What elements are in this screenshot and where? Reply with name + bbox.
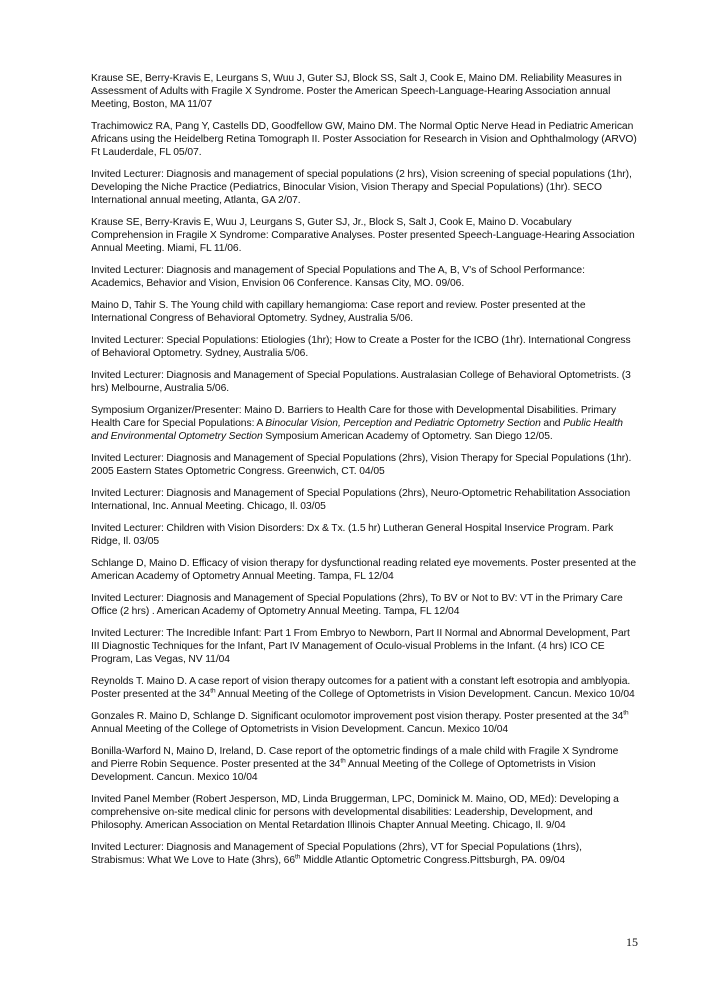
- entry-text: Invited Lecturer: Special Populations: Etiologies (1hr); How to Create a Poster for the ICBO (1hr). International Congress of Behavioral Optometry. Sydney, Australia 5/06.: [91, 335, 631, 359]
- presentation-entry: [91, 216, 637, 255]
- presentation-entry: [91, 592, 637, 618]
- presentation-entry: [91, 369, 637, 395]
- presentation-entry: [91, 793, 637, 832]
- entry-text: Invited Panel Member (Robert Jesperson, MD, Linda Bruggerman, LPC, Dominick M. Maino, OD, MEd): Developing a comprehensive on-site medical clinic for persons with developmental disabilities: Leadership, Development, and Philosophy. American Association on Mental Retardation Illinois Chapter Annual Meeting. Chicago, Il. 9/04: [91, 794, 619, 831]
- presentation-entry: [91, 264, 637, 290]
- presentation-entry: [91, 675, 637, 701]
- presentation-entry: [91, 745, 637, 784]
- entry-text: Trachimowicz RA, Pang Y, Castells DD, Goodfellow GW, Maino DM. The Normal Optic Nerve Head in Pediatric American Africans using the Heidelberg Retina Tomograph II. Poster Association for Research in Vision and Ophthalmology (ARVO) Ft Lauderdale, FL 05/07.: [91, 121, 637, 158]
- entry-italic-text: Public Health and Environmental Optometry Section: [91, 418, 623, 442]
- presentation-entry: [91, 120, 637, 159]
- entry-text: Schlange D, Maino D. Efficacy of vision therapy for dysfunctional reading related eye movements. Poster presented at the American Academy of Optometry Annual Meeting. Tampa, FL 12/04: [91, 558, 637, 582]
- presentation-entry: [91, 557, 637, 583]
- entry-text: Invited Lecturer: Diagnosis and Management of Special Populations (2hrs), To BV or Not to BV: VT in the Primary Care Office (2 hrs) . American Academy of Optometry Annual Meeting. Tampa, FL 12/04: [91, 593, 623, 617]
- presentation-entry: [91, 710, 637, 736]
- presentation-entry: [91, 334, 637, 360]
- entry-text: Middle Atlantic Optometric Congress.Pittsburgh, PA. 09/04: [300, 855, 566, 866]
- presentation-entry: [91, 627, 637, 666]
- entry-text: Krause SE, Berry-Kravis E, Wuu J, Leurgans S, Guter SJ, Jr., Block S, Salt J, Cook E, Maino D. Vocabulary Comprehension in Fragile X Syndrome: Comparative Analyses. Poster presented Speech-Language-Hearing Association Annual Meeting. Miami, FL 11/06.: [91, 217, 635, 254]
- entry-text: and: [540, 418, 564, 429]
- entry-text: Gonzales R. Maino D, Schlange D. Significant oculomotor improvement post vision therapy. Poster presented at the 34: [91, 711, 624, 722]
- entry-italic-text: Binocular Vision, Perception and Pediatric Optometry Section: [265, 418, 541, 429]
- presentation-entry: [91, 487, 637, 513]
- page-number: 15: [626, 935, 638, 949]
- presentation-entry: [91, 452, 637, 478]
- entry-superscript: th: [295, 853, 301, 861]
- entry-text: Invited Lecturer: Diagnosis and management of Special Populations and The A, B, V’s of School Performance: Academics, Behavior and Vision, Envision 06 Conference. Kansas City, MO. 09/06.: [91, 265, 585, 289]
- presentation-entry: [91, 522, 637, 548]
- entry-superscript: th: [340, 757, 346, 765]
- entry-superscript: th: [210, 687, 216, 695]
- presentation-entry: [91, 299, 637, 325]
- presentation-entry: [91, 841, 637, 867]
- entry-text: Invited Lecturer: Diagnosis and Management of Special Populations. Australasian College of Behavioral Optometrists. (3 hrs) Melbourne, Australia 5/06.: [91, 370, 631, 394]
- entry-text: Invited Lecturer: Diagnosis and Management of Special Populations (2hrs), VT for Special Populations (1hrs), Strabismus: What We Love to Hate (3hrs), 66: [91, 842, 582, 866]
- entry-text: Maino D, Tahir S. The Young child with capillary hemangioma: Case report and review. Poster presented at the International Congress of Behavioral Optometry. Sydney, Australia 5/06.: [91, 300, 586, 324]
- presentation-entry: [91, 72, 637, 111]
- entry-text: Invited Lecturer: Diagnosis and Management of Special Populations (2hrs), Vision Therapy for Special Populations (1hr). 2005 Eastern States Optometric Congress. Greenwich, CT. 04/05: [91, 453, 632, 477]
- presentation-entry: [91, 168, 637, 207]
- entry-text: Annual Meeting of the College of Optometrists in Vision Development. Cancun. Mexico 10/04: [91, 724, 509, 735]
- entry-text: Invited Lecturer: Children with Vision Disorders: Dx & Tx. (1.5 hr) Lutheran General Hospital Inservice Program. Park Ridge, Il. 03/05: [91, 523, 614, 547]
- entry-text: Annual Meeting of the College of Optometrists in Vision Development. Cancun. Mexico 10/04: [215, 689, 635, 700]
- presentation-list: [91, 72, 637, 876]
- entry-superscript: th: [623, 709, 629, 717]
- entry-text: Symposium Organizer/Presenter: Maino D. Barriers to Health Care for those with Developmental Disabilities. Primary Health Care for Special Populations: A: [91, 405, 617, 429]
- presentation-entry: [91, 404, 637, 443]
- entry-text: Krause SE, Berry-Kravis E, Leurgans S, Wuu J, Guter SJ, Block SS, Salt J, Cook E, Maino DM. Reliability Measures in Assessment of Adults with Fragile X Syndrome. Poster the American Speech-Language-Hearing Association annual Meeting, Boston, MA 11/07: [91, 73, 622, 110]
- entry-text: Invited Lecturer: Diagnosis and management of special populations (2 hrs), Vision screening of special populations (1hr), Developing the Niche Practice (Pediatrics, Binocular Vision, Vision Therapy and Special Populations) (1hr). SECO International annual meeting, Atlanta, GA 2/07.: [91, 169, 632, 206]
- entry-text: Bonilla-Warford N, Maino D, Ireland, D. Case report of the optometric findings of a male child with Fragile X Syndrome and Pierre Robin Sequence. Poster presented at the 34: [91, 746, 619, 770]
- entry-text: Invited Lecturer: The Incredible Infant: Part 1 From Embryo to Newborn, Part II Normal and Abnormal Development, Part III Diagnostic Techniques for the Infant, Part IV Management of Oculo-visual Problems in the Infant. (4 hrs) ICO CE Program, Las Vegas, NV 11/04: [91, 628, 630, 665]
- entry-text: Symposium American Academy of Optometry. San Diego 12/05.: [262, 431, 553, 442]
- entry-text: Annual Meeting of the College of Optometrists in Vision Development. Cancun. Mexico 10/04: [91, 759, 596, 783]
- entry-text: Invited Lecturer: Diagnosis and Management of Special Populations (2hrs), Neuro-Optometric Rehabilitation Association International, Inc. Annual Meeting. Chicago, Il. 03/05: [91, 488, 631, 512]
- entry-text: Reynolds T. Maino D. A case report of vision therapy outcomes for a patient with a constant left esotropia and amblyopia. Poster presented at the 34: [91, 676, 631, 700]
